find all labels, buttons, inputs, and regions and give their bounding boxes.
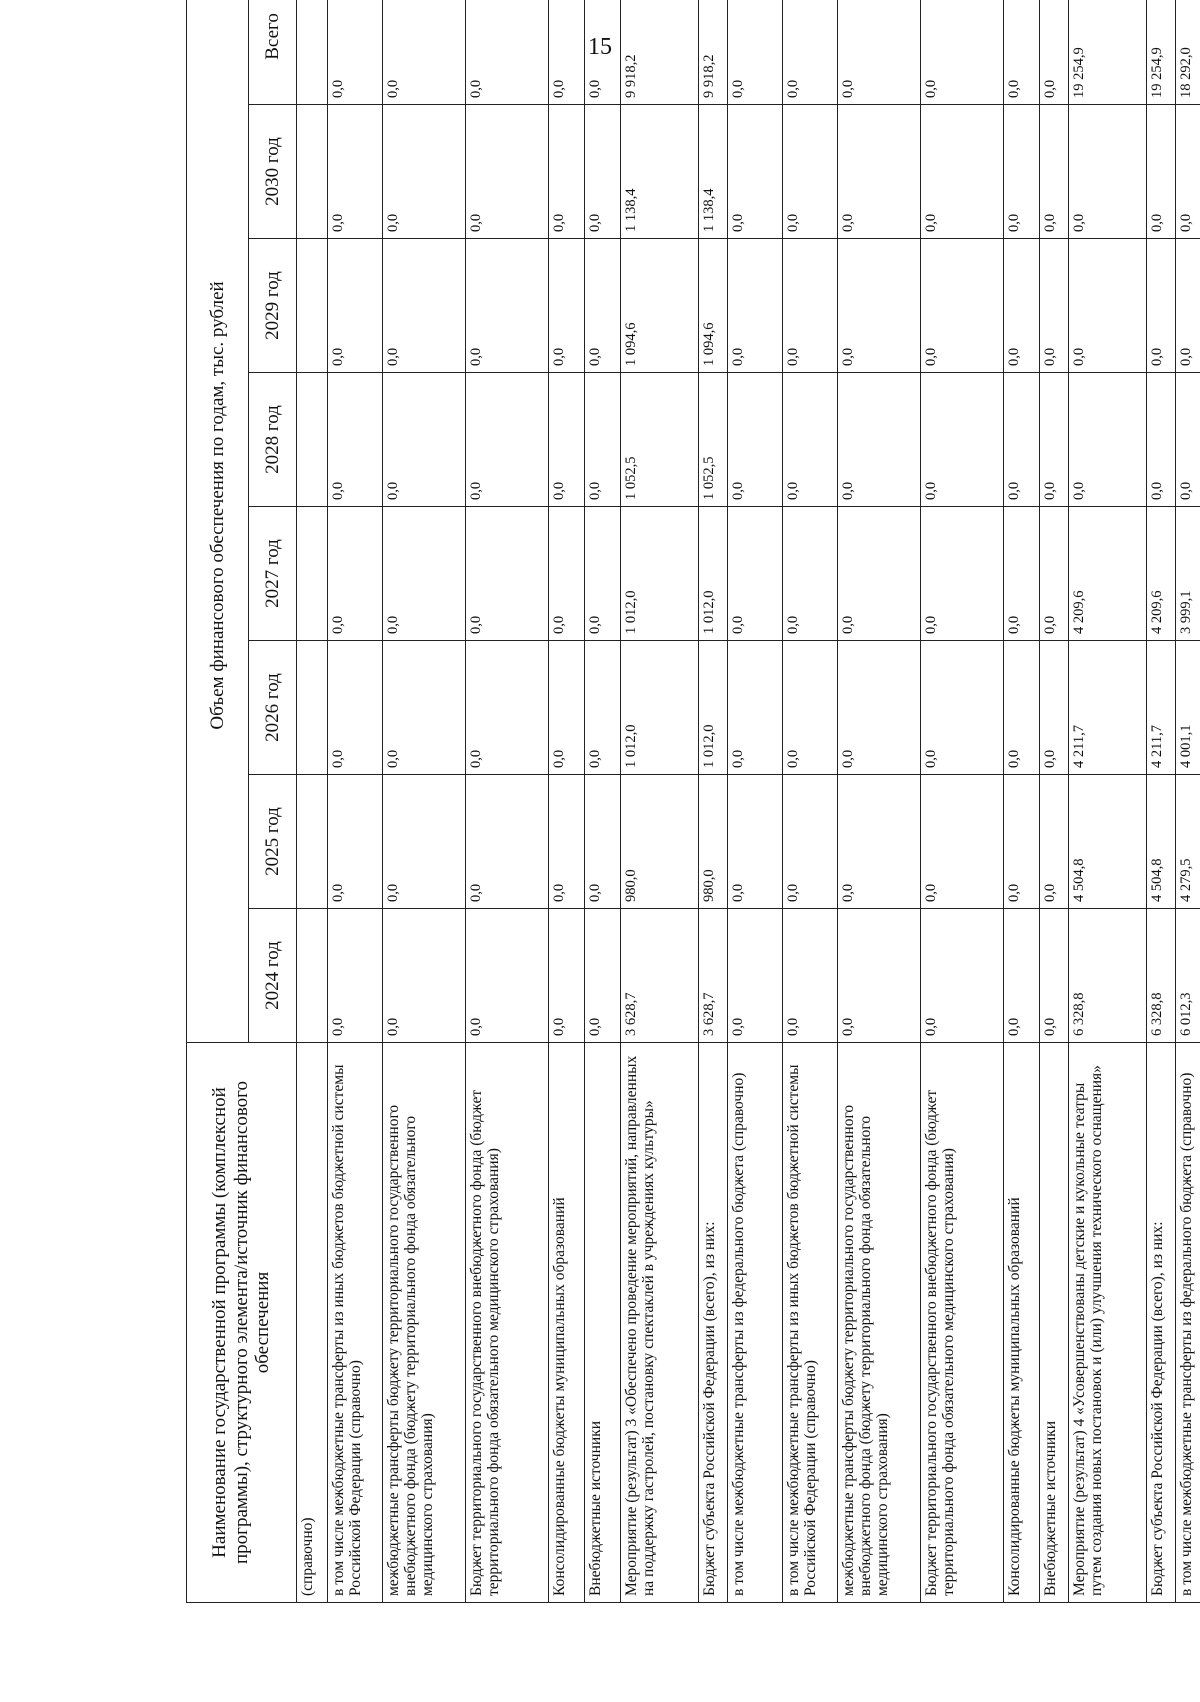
row-value-cell: 4 211,7: [1068, 641, 1147, 775]
row-total-cell: 0,0: [549, 0, 585, 105]
row-total-cell: 0,0: [728, 0, 783, 105]
row-value-cell: 0,0: [728, 105, 783, 239]
row-value-cell: [297, 641, 328, 775]
table-row: [549, 0, 585, 1603]
row-value-cell: 1 012,0: [620, 507, 699, 641]
row-total-cell: 0,0: [585, 0, 621, 105]
row-value-cell: 1 012,0: [620, 641, 699, 775]
row-value-cell: [297, 105, 328, 239]
row-name-cell: в том числе межбюджетные трансферты из федерального бюджета (справочно): [728, 1043, 783, 1603]
row-value-cell: 0,0: [782, 507, 837, 641]
row-value-cell: 3 628,7: [699, 909, 728, 1043]
row-name-cell: Внебюджетные источники: [1040, 1043, 1069, 1603]
row-value-cell: 0,0: [1040, 239, 1069, 373]
row-value-cell: 0,0: [549, 239, 585, 373]
row-value-cell: 0,0: [585, 775, 621, 909]
row-name-cell: межбюджетные трансферты бюджету территориального государственного внебюджетного фонда (бюджету территориального фонда обязательного медицинского страхования): [382, 1043, 465, 1603]
row-value-cell: 0,0: [782, 909, 837, 1043]
row-value-cell: 0,0: [1068, 373, 1147, 507]
row-total-cell: 18 292,0: [1175, 0, 1200, 105]
row-value-cell: 0,0: [549, 507, 585, 641]
row-value-cell: 1 052,5: [620, 373, 699, 507]
row-total-cell: 19 254,9: [1147, 0, 1176, 105]
row-value-cell: 0,0: [585, 641, 621, 775]
row-value-cell: 0,0: [1004, 373, 1040, 507]
header-year: 2030 год: [249, 105, 297, 239]
row-value-cell: 0,0: [549, 775, 585, 909]
table-row: [699, 0, 728, 1603]
header-year: 2024 год: [249, 909, 297, 1043]
table-row: [382, 0, 465, 1603]
row-name-cell: Мероприятие (результат) 4 «Усовершенствованы детские и кукольные театры путем создания новых постановок и (или) улучшения технического оснащения»: [1068, 1043, 1147, 1603]
row-name-cell: Консолидированные бюджеты муниципальных образований: [1004, 1043, 1040, 1603]
row-value-cell: 0,0: [1147, 373, 1176, 507]
row-value-cell: 0,0: [382, 641, 465, 775]
table-row: [297, 0, 328, 1603]
row-value-cell: [297, 239, 328, 373]
row-value-cell: 0,0: [837, 775, 920, 909]
row-total-cell: [297, 0, 328, 105]
row-value-cell: 0,0: [382, 507, 465, 641]
row-name-cell: Бюджет территориального государственного внебюджетного фонда (бюджет территориального фонда обязательного медицинского страхования): [466, 1043, 549, 1603]
row-value-cell: 0,0: [1004, 239, 1040, 373]
row-name-cell: Внебюджетные источники: [585, 1043, 621, 1603]
row-value-cell: 0,0: [728, 641, 783, 775]
row-total-cell: 9 918,2: [699, 0, 728, 105]
row-name-cell: Мероприятие (результат) 3 «Обеспечено проведение мероприятий, направленных на поддержку гастролей, постановку спектаклей в учреждениях культуры»: [620, 1043, 699, 1603]
row-value-cell: 0,0: [782, 105, 837, 239]
row-value-cell: 0,0: [837, 373, 920, 507]
table-row: [585, 0, 621, 1603]
row-value-cell: 1 052,5: [699, 373, 728, 507]
row-value-cell: 4 211,7: [1147, 641, 1176, 775]
row-value-cell: 0,0: [782, 641, 837, 775]
row-name-cell: в том числе межбюджетные трансферты из иных бюджетов бюджетной системы Российской Федерации (справочно): [782, 1043, 837, 1603]
row-value-cell: 0,0: [1040, 641, 1069, 775]
row-value-cell: 0,0: [585, 909, 621, 1043]
row-name-cell: Бюджет территориального государственного внебюджетного фонда (бюджет территориального фонда обязательного медицинского страхования): [920, 1043, 1003, 1603]
row-value-cell: 0,0: [920, 105, 1003, 239]
row-value-cell: 0,0: [1004, 105, 1040, 239]
row-value-cell: 0,0: [466, 373, 549, 507]
row-value-cell: 0,0: [920, 373, 1003, 507]
row-value-cell: 0,0: [382, 373, 465, 507]
row-value-cell: 0,0: [728, 239, 783, 373]
row-value-cell: 0,0: [327, 641, 382, 775]
row-value-cell: [297, 373, 328, 507]
row-value-cell: 0,0: [837, 641, 920, 775]
row-total-cell: 0,0: [466, 0, 549, 105]
row-value-cell: [297, 775, 328, 909]
row-value-cell: 0,0: [728, 909, 783, 1043]
header-year: 2027 год: [249, 507, 297, 641]
row-value-cell: 0,0: [1068, 105, 1147, 239]
table-row: [466, 0, 549, 1603]
row-value-cell: [297, 507, 328, 641]
row-value-cell: 0,0: [1004, 641, 1040, 775]
row-value-cell: 3 999,1: [1175, 507, 1200, 641]
row-total-cell: 0,0: [1040, 0, 1069, 105]
row-value-cell: 0,0: [1147, 105, 1176, 239]
row-value-cell: 0,0: [549, 105, 585, 239]
table-row: [837, 0, 920, 1603]
table-body: [297, 0, 1200, 1603]
row-total-cell: 0,0: [837, 0, 920, 105]
row-value-cell: 0,0: [1004, 909, 1040, 1043]
row-value-cell: 0,0: [920, 507, 1003, 641]
table-row: [620, 0, 699, 1603]
table-row: [1175, 0, 1200, 1603]
row-value-cell: 1 012,0: [699, 641, 728, 775]
row-value-cell: 4 504,8: [1068, 775, 1147, 909]
row-value-cell: 0,0: [728, 775, 783, 909]
row-value-cell: 6 328,8: [1147, 909, 1176, 1043]
table-row: [1040, 0, 1069, 1603]
row-value-cell: 0,0: [1068, 239, 1147, 373]
header-total: Всего: [249, 0, 297, 105]
row-value-cell: 0,0: [1175, 239, 1200, 373]
row-value-cell: 0,0: [1040, 373, 1069, 507]
row-value-cell: 0,0: [382, 105, 465, 239]
header-volume-group: Объем финансового обеспечения по годам, тыс. рублей: [187, 0, 249, 1043]
financing-table: [186, 0, 1200, 1603]
row-value-cell: 4 504,8: [1147, 775, 1176, 909]
row-total-cell: 0,0: [327, 0, 382, 105]
row-name-cell: Бюджет субъекта Российской Федерации (всего), из них:: [1147, 1043, 1176, 1603]
row-name-cell: в том числе межбюджетные трансферты из иных бюджетов бюджетной системы Российской Федерации (справочно): [327, 1043, 382, 1603]
row-value-cell: 0,0: [382, 239, 465, 373]
row-value-cell: 0,0: [782, 239, 837, 373]
page-number: 15: [588, 34, 612, 60]
row-value-cell: 0,0: [837, 105, 920, 239]
row-value-cell: 0,0: [1040, 105, 1069, 239]
row-value-cell: 0,0: [728, 373, 783, 507]
row-total-cell: 0,0: [1004, 0, 1040, 105]
row-value-cell: 0,0: [466, 239, 549, 373]
row-total-cell: 19 254,9: [1068, 0, 1147, 105]
table-row: [782, 0, 837, 1603]
row-value-cell: 0,0: [920, 909, 1003, 1043]
row-value-cell: 0,0: [585, 105, 621, 239]
row-value-cell: 0,0: [1004, 507, 1040, 641]
row-value-cell: [297, 909, 328, 1043]
row-value-cell: 0,0: [466, 909, 549, 1043]
row-value-cell: 0,0: [549, 641, 585, 775]
row-value-cell: 1 094,6: [699, 239, 728, 373]
row-value-cell: 0,0: [1147, 239, 1176, 373]
row-value-cell: 0,0: [466, 105, 549, 239]
row-value-cell: 0,0: [1175, 373, 1200, 507]
row-value-cell: 0,0: [327, 239, 382, 373]
row-value-cell: 0,0: [837, 239, 920, 373]
row-name-cell: в том числе межбюджетные трансферты из федерального бюджета (справочно): [1175, 1043, 1200, 1603]
row-value-cell: 0,0: [1040, 775, 1069, 909]
row-value-cell: 1 138,4: [699, 105, 728, 239]
row-value-cell: 0,0: [837, 507, 920, 641]
row-value-cell: 0,0: [327, 909, 382, 1043]
row-value-cell: 0,0: [920, 775, 1003, 909]
row-value-cell: 3 628,7: [620, 909, 699, 1043]
row-value-cell: 0,0: [549, 373, 585, 507]
row-value-cell: 0,0: [585, 373, 621, 507]
row-value-cell: 4 209,6: [1068, 507, 1147, 641]
table-row: [327, 0, 382, 1603]
row-value-cell: 0,0: [549, 909, 585, 1043]
row-value-cell: 0,0: [585, 507, 621, 641]
row-total-cell: 0,0: [920, 0, 1003, 105]
row-value-cell: 0,0: [920, 239, 1003, 373]
row-value-cell: 0,0: [728, 507, 783, 641]
row-value-cell: 0,0: [837, 909, 920, 1043]
table-row: [1004, 0, 1040, 1603]
row-value-cell: 0,0: [382, 909, 465, 1043]
row-value-cell: 980,0: [699, 775, 728, 909]
row-value-cell: 0,0: [327, 373, 382, 507]
table-row: [920, 0, 1003, 1603]
row-value-cell: 0,0: [327, 507, 382, 641]
row-value-cell: 1 012,0: [699, 507, 728, 641]
row-value-cell: 0,0: [466, 641, 549, 775]
row-value-cell: 1 138,4: [620, 105, 699, 239]
table-row: [1147, 0, 1176, 1603]
row-value-cell: 4 209,6: [1147, 507, 1176, 641]
row-value-cell: 1 094,6: [620, 239, 699, 373]
header-year: 2029 год: [249, 239, 297, 373]
header-name-column: Наименование государственной программы (комплексной программы), структурного элемента/источник финансового обеспечения: [187, 1043, 297, 1603]
row-value-cell: 0,0: [782, 373, 837, 507]
row-value-cell: 0,0: [327, 775, 382, 909]
row-value-cell: 0,0: [585, 239, 621, 373]
table-row: [728, 0, 783, 1603]
row-name-cell: (справочно): [297, 1043, 328, 1603]
row-name-cell: межбюджетные трансферты бюджету территориального государственного внебюджетного фонда (бюджету территориального фонда обязательного медицинского страхования): [837, 1043, 920, 1603]
row-value-cell: 4 001,1: [1175, 641, 1200, 775]
row-value-cell: 0,0: [1040, 507, 1069, 641]
row-total-cell: 0,0: [782, 0, 837, 105]
row-value-cell: 0,0: [466, 507, 549, 641]
header-year: 2028 год: [249, 373, 297, 507]
row-value-cell: 6 328,8: [1068, 909, 1147, 1043]
row-value-cell: 4 279,5: [1175, 775, 1200, 909]
row-value-cell: 6 012,3: [1175, 909, 1200, 1043]
row-value-cell: 0,0: [920, 641, 1003, 775]
row-value-cell: 0,0: [327, 105, 382, 239]
row-value-cell: 0,0: [1040, 909, 1069, 1043]
row-name-cell: Бюджет субъекта Российской Федерации (всего), из них:: [699, 1043, 728, 1603]
row-value-cell: 980,0: [620, 775, 699, 909]
row-value-cell: 0,0: [1004, 775, 1040, 909]
header-year: 2025 год: [249, 775, 297, 909]
row-value-cell: 0,0: [1175, 105, 1200, 239]
row-total-cell: 9 918,2: [620, 0, 699, 105]
row-name-cell: Консолидированные бюджеты муниципальных образований: [549, 1043, 585, 1603]
row-total-cell: 0,0: [382, 0, 465, 105]
table-row: [1068, 0, 1147, 1603]
row-value-cell: 0,0: [466, 775, 549, 909]
header-year: 2026 год: [249, 641, 297, 775]
row-value-cell: 0,0: [382, 775, 465, 909]
row-value-cell: 0,0: [782, 775, 837, 909]
